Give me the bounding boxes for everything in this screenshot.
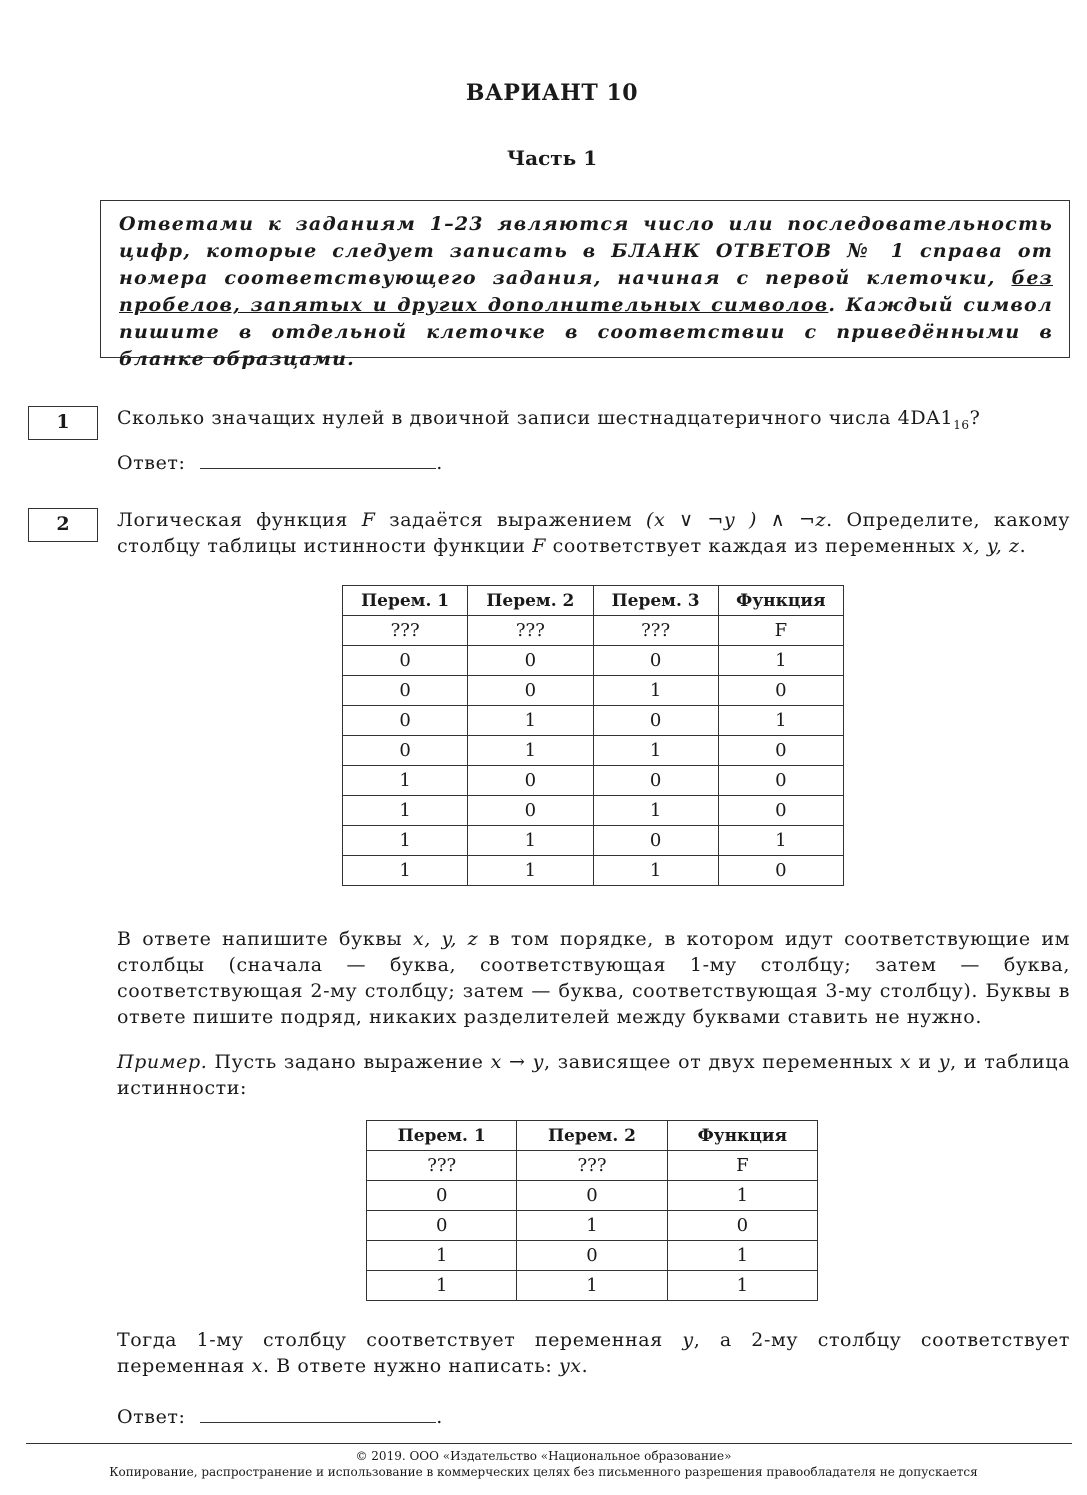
truth-table-main-cell: 0	[343, 706, 468, 736]
truth-table-main-cell: 1	[468, 706, 593, 736]
task2-instructions	[117, 926, 1070, 1030]
truth-table-main-header-2: Перем. 2	[468, 586, 593, 616]
truth-table-example-cell: 0	[517, 1241, 667, 1271]
truth-table-main-cell: 1	[718, 646, 843, 676]
task2-conclusion	[117, 1327, 1070, 1379]
truth-table-example-cell: 1	[517, 1271, 667, 1301]
truth-table-example-header-2: Перем. 2	[517, 1121, 667, 1151]
task2-intro-end: .	[1019, 535, 1027, 557]
truth-table-main-cell: 0	[593, 766, 718, 796]
task-number-2: 2	[28, 508, 98, 542]
truth-table-main-cell: 1	[343, 856, 468, 886]
task2-example-and: и	[918, 1051, 932, 1073]
truth-table-main-cell: 0	[343, 736, 468, 766]
truth-table-main-cell: 1	[343, 766, 468, 796]
truth-table-main-cell: 0	[468, 766, 593, 796]
truth-table-main-header-4: Функция	[718, 586, 843, 616]
truth-table-main-cell: F	[718, 616, 843, 646]
table-row	[367, 1271, 818, 1301]
truth-table-main-cell: 0	[593, 646, 718, 676]
truth-table-main-cell: 0	[718, 766, 843, 796]
truth-table-main-header-3: Перем. 3	[593, 586, 718, 616]
table-row	[367, 1211, 818, 1241]
truth-table-example-cell: 1	[517, 1211, 667, 1241]
task2-answer-field[interactable]	[200, 1404, 436, 1423]
table-row	[343, 736, 844, 766]
truth-table-main-cell: 0	[343, 646, 468, 676]
task2-func-name-2: F	[532, 535, 547, 557]
truth-table-main-cell: ???	[468, 616, 593, 646]
task2-example-a: Пусть задано выражение	[214, 1051, 484, 1073]
instructions-text-2: . Каждый символ пишите в отдельной клеточке в соответствии с приведёнными в бланке образцами.	[119, 294, 1053, 370]
truth-table-main-header-1: Перем. 1	[343, 586, 468, 616]
task2-intro-b: задаётся выражением	[389, 509, 633, 531]
truth-table-main-cell: 1	[718, 826, 843, 856]
table-row	[343, 616, 844, 646]
table-row	[367, 1181, 818, 1211]
task2-example-y: y	[938, 1051, 951, 1073]
truth-table-main-cell: 1	[468, 826, 593, 856]
task2-example-expr: x → y	[490, 1051, 545, 1073]
table-row	[367, 1241, 818, 1271]
truth-table-main-cell: 0	[718, 856, 843, 886]
task2-vars: x, y, z	[962, 535, 1020, 557]
truth-table-example-cell: 1	[667, 1181, 817, 1211]
table-row	[343, 766, 844, 796]
table-row	[343, 796, 844, 826]
truth-table-example-cell: 1	[667, 1271, 817, 1301]
truth-table-main-cell: 1	[593, 676, 718, 706]
task2-para-vars: x, y, z	[412, 928, 479, 950]
truth-table-example-cell: 1	[367, 1241, 517, 1271]
task2-para-a: В ответе напишите буквы	[117, 928, 403, 950]
truth-table-main-cell: ???	[343, 616, 468, 646]
truth-table-example-header-1: Перем. 1	[367, 1121, 517, 1151]
truth-table-main-cell: 0	[343, 676, 468, 706]
task1-answer-end: .	[436, 452, 443, 474]
task1-suffix: ?	[969, 407, 981, 429]
instructions-text-1: Ответами к заданиям 1–23 являются число или последовательность цифр, которые следует записать в БЛАНК ОТВЕТОВ № 1 справа от номера соответствующего задания, начиная с первой клеточки,	[119, 213, 1053, 289]
truth-table-example-cell: 1	[667, 1241, 817, 1271]
task-number-1: 1	[28, 406, 98, 440]
table-row	[343, 646, 844, 676]
truth-table-example-cell: 0	[667, 1211, 817, 1241]
task2-intro-a: Логическая функция	[117, 509, 348, 531]
footer-notice: Копирование, распространение и использование в коммерческих целях без письменного разрешения правообладателя не допускается	[109, 1465, 978, 1479]
task2-then-ans: yx	[558, 1355, 582, 1377]
truth-table-main-cell: ???	[593, 616, 718, 646]
truth-table-main-cell: 1	[593, 736, 718, 766]
task2-then-a: Тогда 1-му столбцу соответствует переменная	[117, 1329, 663, 1351]
truth-table-example-header-3: Функция	[667, 1121, 817, 1151]
truth-table-main-cell: 0	[468, 646, 593, 676]
truth-table-example-cell: 0	[517, 1181, 667, 1211]
task2-intro-c: . Определите, какому столбцу таблицы истинности функции	[117, 509, 1071, 557]
task2-then-x: x	[251, 1355, 263, 1377]
truth-table-main-cell: 0	[718, 736, 843, 766]
truth-table-example-cell: ???	[367, 1151, 517, 1181]
instructions-underlined: без пробелов, запятых и других дополнительных символов	[119, 267, 1053, 316]
task2-answer	[117, 1404, 1070, 1430]
variant-title: ВАРИАНТ 10	[465, 80, 639, 106]
truth-table-main-cell: 1	[718, 706, 843, 736]
truth-table-example-cell: 0	[367, 1181, 517, 1211]
task2-example-b: , зависящее от двух переменных	[544, 1051, 893, 1073]
truth-table-main-cell: 0	[718, 796, 843, 826]
truth-table-main-cell: 0	[593, 826, 718, 856]
truth-table-main	[342, 585, 844, 886]
footer-copyright: © 2019. ООО «Издательство «Национальное образование»	[355, 1449, 732, 1463]
truth-table-main-cell: 1	[468, 856, 593, 886]
task2-para-b: в том порядке, в котором идут соответствующие им столбцы (сначала — буква, соответствующая 1-му столбцу; затем — буква, соответствующая 2-му столбцу; затем — буква, соответствующая 3-му столбцу). Буквы в ответе пишите подряд, никаких разделителей между буквами ставить не нужно.	[117, 928, 1071, 1028]
table-row	[343, 856, 844, 886]
task1-question	[117, 405, 1070, 438]
task2-func-name: F	[361, 509, 376, 531]
truth-table-main-cell: 1	[593, 856, 718, 886]
task1-answer-field[interactable]	[200, 450, 436, 469]
truth-table-main-cell: 1	[593, 796, 718, 826]
task2-answer-label: Ответ:	[117, 1406, 186, 1428]
task2-intro-d: соответствует каждая из переменных	[552, 535, 956, 557]
task2-then-c: . В ответе нужно написать:	[262, 1355, 553, 1377]
task2-then-y: y	[682, 1329, 694, 1351]
truth-table-example-cell: ???	[517, 1151, 667, 1181]
truth-table-main-cell: 1	[343, 826, 468, 856]
part-title: Часть 1	[506, 146, 598, 170]
task2-expression: (x ∨ ¬y ) ∧ ¬z	[646, 509, 827, 531]
footer-divider	[26, 1443, 1072, 1444]
task2-example	[117, 1049, 1070, 1101]
task1-subscript: 16	[953, 417, 970, 432]
table-row	[343, 706, 844, 736]
truth-table-example-cell: 0	[367, 1211, 517, 1241]
truth-table-main-cell: 0	[468, 796, 593, 826]
truth-table-main-cell: 0	[593, 706, 718, 736]
task2-intro	[117, 507, 1070, 559]
task1-answer	[117, 450, 1070, 476]
task2-example-x: x	[899, 1051, 912, 1073]
truth-table-main-cell: 1	[468, 736, 593, 766]
table-row	[343, 676, 844, 706]
table-row	[343, 826, 844, 856]
truth-table-main-cell: 1	[343, 796, 468, 826]
task1-answer-label: Ответ:	[117, 452, 186, 474]
truth-table-example	[366, 1120, 818, 1301]
truth-table-example-cell: 1	[367, 1271, 517, 1301]
truth-table-main-cell: 0	[468, 676, 593, 706]
task2-example-c: , и таблица истинности:	[117, 1051, 1071, 1099]
instructions-box	[100, 200, 1070, 370]
truth-table-example-cell: F	[667, 1151, 817, 1181]
task1-text: Сколько значащих нулей в двоичной записи шестнадцатеричного числа 4DA1	[117, 407, 954, 429]
task2-example-label: Пример.	[117, 1051, 208, 1073]
truth-table-main-cell: 0	[718, 676, 843, 706]
task2-answer-end: .	[436, 1406, 443, 1428]
task2-then-end: .	[581, 1355, 589, 1377]
table-row	[367, 1151, 818, 1181]
task2-then-b: , а 2-му столбцу соответствует переменная	[117, 1329, 1070, 1377]
